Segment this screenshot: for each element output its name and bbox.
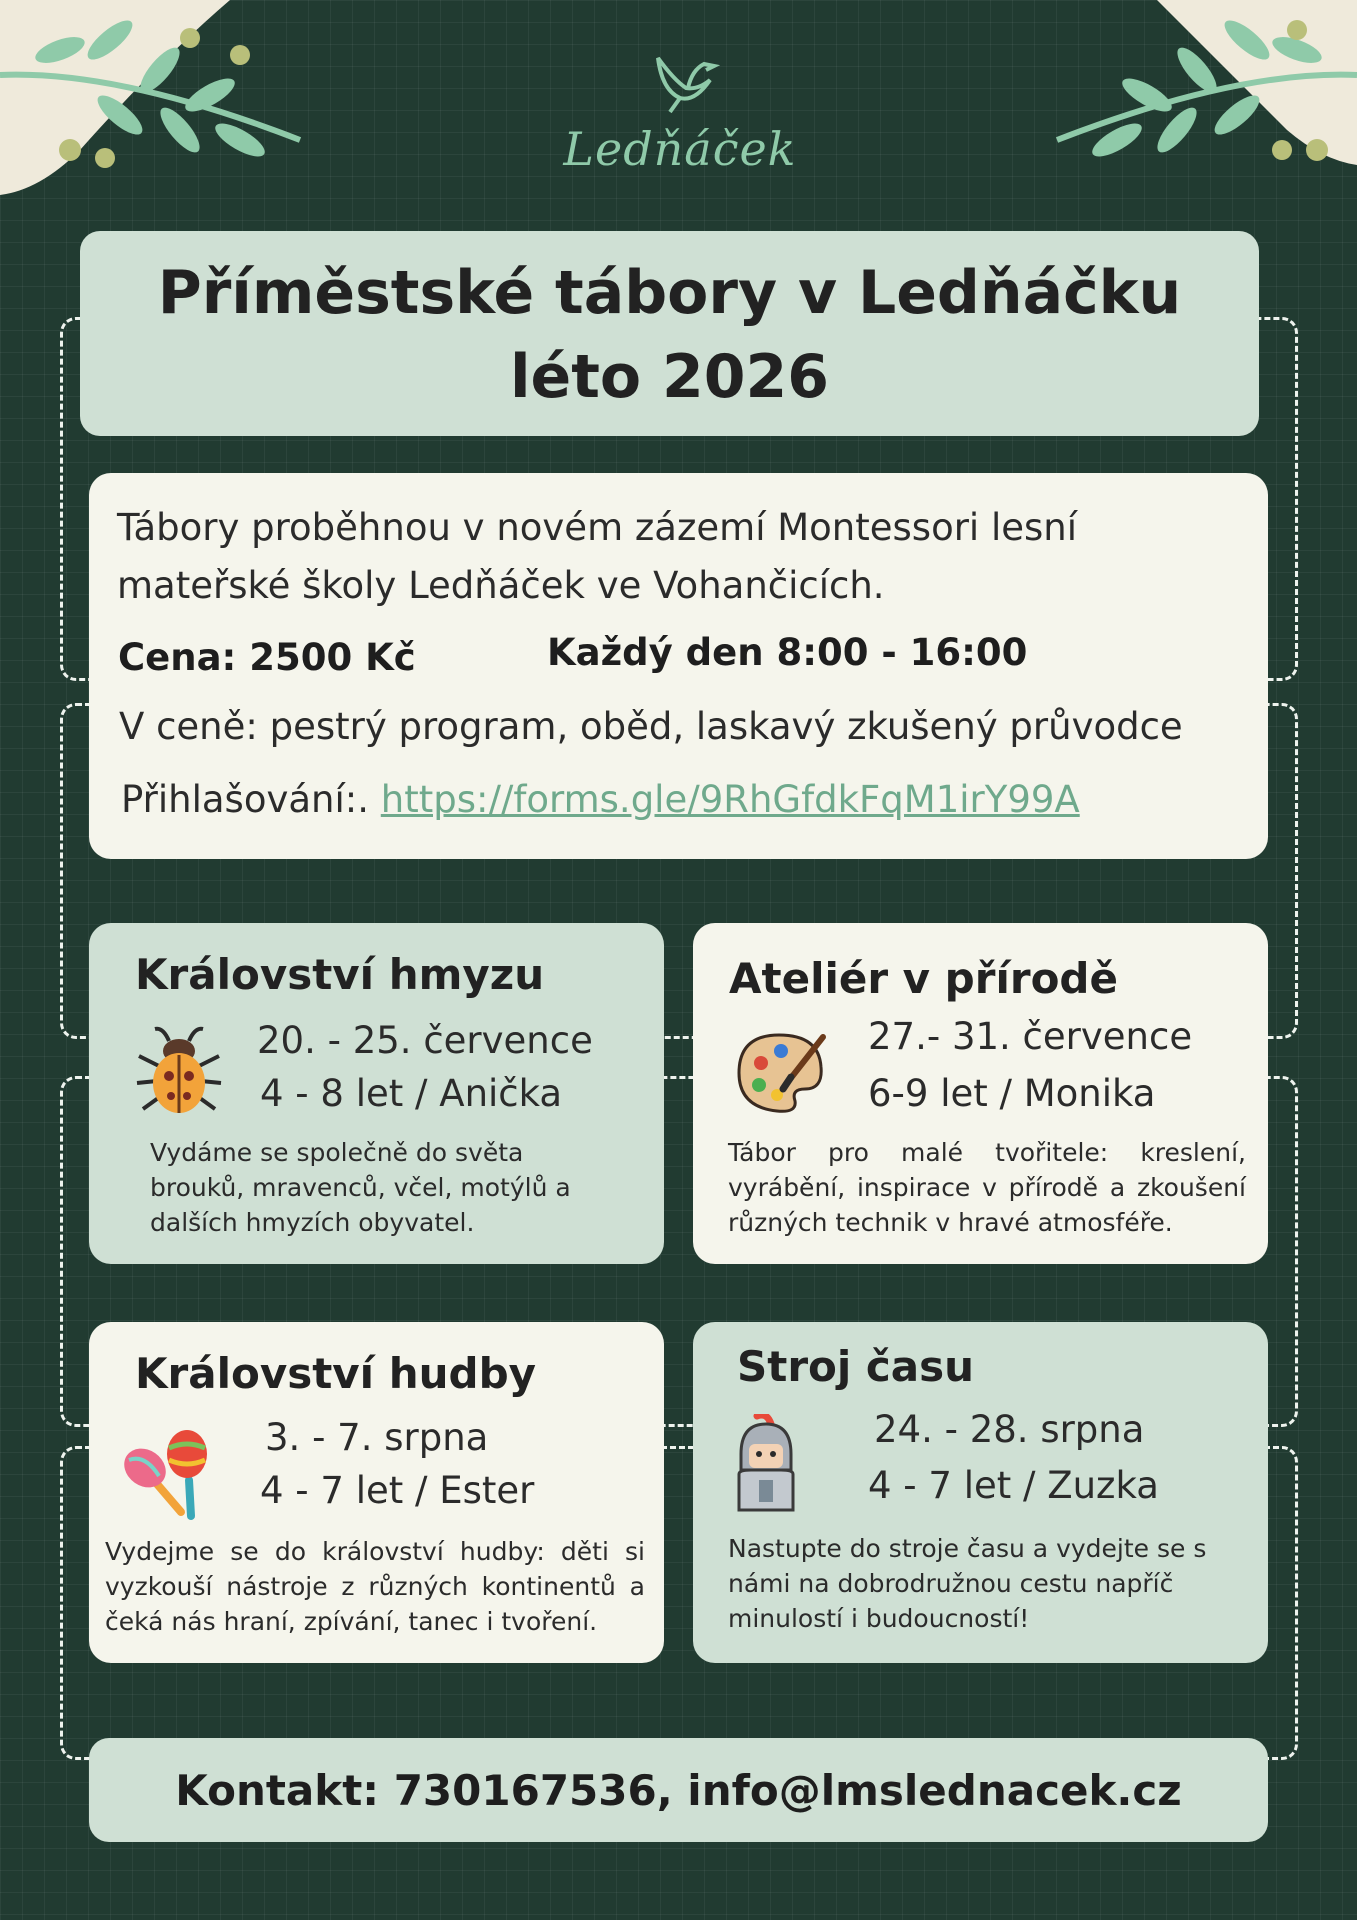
- registration-label: Přihlašování:.: [121, 778, 369, 821]
- leaf-branch-icon: [0, 0, 310, 200]
- page-subtitle: léto 2026: [509, 342, 830, 412]
- camp-card-time-machine: [693, 1322, 1268, 1663]
- camp-dates: 24. - 28. srpna: [874, 1408, 1145, 1451]
- logo: [540, 50, 820, 190]
- camp-age-leader: 4 - 7 let / Ester: [260, 1469, 535, 1512]
- camp-description: Vydejme se do království hudby: děti si vyzkouší nástroje z různých kontinentů a čeká nás hraní, zpívání, tanec i tvoření.: [105, 1537, 645, 1636]
- camp-description: Tábor pro malé tvořitele: kreslení, vyrábění, inspirace v přírodě a zkoušení různých technik v hravé atmosféře.: [728, 1138, 1246, 1237]
- camp-age-leader: 4 - 7 let / Zuzka: [868, 1464, 1159, 1507]
- camp-title: Stroj času: [737, 1342, 975, 1391]
- camp-title: Ateliér v přírodě: [729, 954, 1118, 1003]
- camp-card-atelier: [693, 923, 1268, 1264]
- camp-dates: 27.- 31. července: [868, 1015, 1193, 1058]
- camp-age-leader: 4 - 8 let / Anička: [260, 1072, 563, 1115]
- beetle-icon: [129, 1021, 229, 1121]
- knight-icon: [731, 1414, 801, 1514]
- palette-icon: [733, 1027, 829, 1117]
- info-description: Tábory proběhnou v novém zázemí Montessori lesní mateřské školy Ledňáček ve Vohančicích.: [117, 506, 1078, 607]
- camp-dates: 3. - 7. srpna: [265, 1416, 489, 1459]
- price-label: Cena: 2500 Kč: [118, 636, 416, 679]
- maracas-icon: [117, 1424, 217, 1524]
- leaf-branch-icon: [1047, 0, 1357, 200]
- included-text: V ceně: pestrý program, oběd, laskavý zkušený průvodce: [119, 705, 1183, 748]
- contact-info: Kontakt: 730167536, info@lmslednacek.cz: [175, 1766, 1182, 1815]
- camp-title: Království hudby: [135, 1349, 537, 1398]
- camp-card-music: [89, 1322, 664, 1663]
- page-title: Příměstské tábory v Ledňáčku: [157, 258, 1182, 328]
- camp-card-insects: [89, 923, 664, 1264]
- info-panel: [89, 473, 1268, 859]
- camp-title: Království hmyzu: [135, 950, 545, 999]
- camp-description: Vydáme se společně do světa brouků, mravenců, včel, motýlů a dalších hmyzích obyvatel.: [150, 1138, 571, 1237]
- logo-text: Ledňáček: [563, 122, 797, 176]
- hours-label: Každý den 8:00 - 16:00: [547, 631, 1028, 674]
- registration-row: [121, 778, 1080, 821]
- title-banner: [80, 231, 1259, 436]
- camp-age-leader: 6-9 let / Monika: [868, 1072, 1156, 1115]
- camp-description: Nastupte do stroje času a vydejte se s námi na dobrodružnou cestu napříč minulostí i budoucností!: [728, 1534, 1207, 1633]
- bird-icon: [640, 50, 720, 120]
- contact-banner: [89, 1738, 1268, 1842]
- camp-dates: 20. - 25. července: [257, 1019, 593, 1062]
- registration-link[interactable]: https://forms.gle/9RhGfdkFqM1irY99A: [380, 778, 1080, 821]
